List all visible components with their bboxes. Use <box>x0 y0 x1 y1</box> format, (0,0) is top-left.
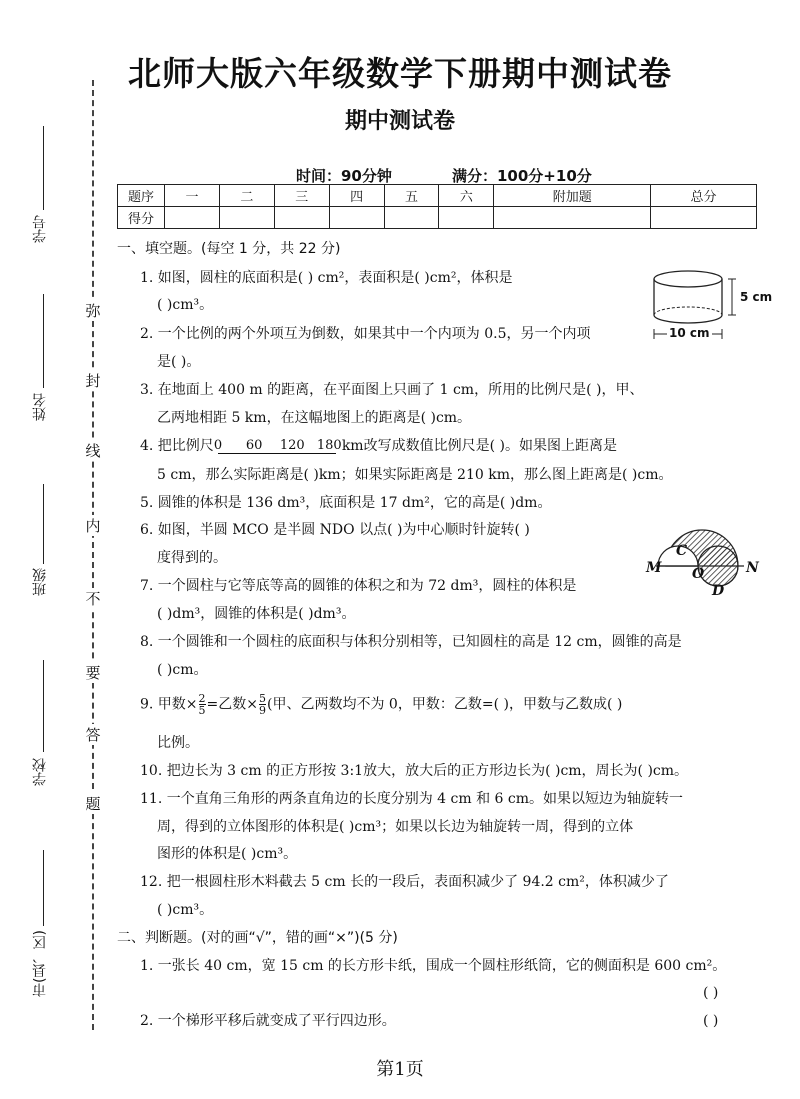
question-line: 7. 一个圆柱与它等底等高的圆锥的体积之和为 72 dm³，圆柱的体积是 <box>140 578 577 594</box>
field-student-id-line <box>43 126 44 210</box>
cylinder-width-label: 10 cm <box>669 326 710 340</box>
q9-part: (甲、乙两数均不为 0，甲数：乙数=( )，甲数与乙数成( ) <box>267 696 623 713</box>
score-header-cell: 题序 <box>118 185 165 207</box>
exam-score: 满分：100分+10分 <box>452 167 592 185</box>
score-cell[interactable] <box>651 207 757 229</box>
question-line: 比例。 <box>157 735 199 751</box>
scale-tick-label: 180 <box>316 438 342 453</box>
seal-char: 线 <box>85 442 101 460</box>
score-row-label: 得分 <box>118 207 165 229</box>
question-line: 度得到的。 <box>157 550 227 566</box>
question-line: 乙两地相距 5 km，在这幅地图上的距离是( )cm。 <box>157 410 472 426</box>
question-line: 12. 把一根圆柱形木料截去 5 cm 长的一段后，表面积减少了 94.2 cm²，体积减少了 <box>140 874 669 890</box>
field-school-label: 学校 <box>32 758 48 786</box>
question-line: 1. 如图，圆柱的底面积是( ) cm²，表面积是( )cm²，体积是 <box>140 270 513 286</box>
scale-bar <box>218 453 336 454</box>
question-line: ( )cm。 <box>157 662 208 678</box>
field-student-id-label: 学号 <box>32 215 48 243</box>
field-district-label: 市(县、区) <box>32 930 48 997</box>
question-line: ( )cm³。 <box>157 902 214 918</box>
binding-dashed-line <box>92 80 94 1030</box>
seal-char: 题 <box>85 795 101 813</box>
q4-prefix: 4. 把比例尺 <box>140 438 214 454</box>
scale-tick-label: 60 <box>245 438 263 453</box>
fraction-denominator: 9 <box>259 704 267 717</box>
seal-char: 答 <box>85 726 101 744</box>
q4-suffix: km改写成数值比例尺是( )。如果图上距离是 <box>341 438 617 454</box>
point-label: D <box>712 583 725 599</box>
question-line <box>140 436 617 456</box>
score-cell[interactable] <box>274 207 329 229</box>
seal-char: 要 <box>85 664 101 682</box>
exam-time: 时间：90分钟 <box>296 167 392 185</box>
scale-tick-label: 0 <box>213 438 223 453</box>
seal-char: 内 <box>85 517 101 535</box>
field-name-label: 姓名 <box>32 393 48 421</box>
q9-part: 9. 甲数× <box>140 696 198 713</box>
page-title: 北师大版六年级数学下册期中测试卷 <box>128 54 672 93</box>
question-line: 3. 在地面上 400 m 的距离，在平面图上只画了 1 cm，所用的比例尺是( )，甲、 <box>140 382 644 398</box>
fraction <box>199 693 206 716</box>
point-label: M <box>646 560 662 576</box>
score-table <box>117 184 757 229</box>
question-line: ( )dm³，圆锥的体积是( )dm³。 <box>157 606 356 622</box>
semicircle-rotation-figure <box>640 510 765 600</box>
fraction-numerator: 2 <box>198 692 206 705</box>
score-header-cell: 二 <box>219 185 274 207</box>
cylinder-height-label: 5 cm <box>740 290 773 304</box>
fraction-denominator: 5 <box>198 704 206 717</box>
score-header-cell: 一 <box>165 185 220 207</box>
point-label: C <box>676 543 688 559</box>
answer-paren[interactable]: ( ) <box>703 1013 719 1029</box>
score-cell[interactable] <box>384 207 439 229</box>
question-line: 1. 一张长 40 cm，宽 15 cm 的长方形卡纸，围成一个圆柱形纸筒，它的侧面积是 600 cm²。 <box>140 958 727 974</box>
field-name-line <box>43 294 44 388</box>
page-number: 第1页 <box>376 1059 424 1080</box>
page-subtitle: 期中测试卷 <box>344 109 455 134</box>
scale-tick-label: 120 <box>279 438 305 453</box>
score-table-row <box>118 207 757 229</box>
q9-part: =乙数× <box>206 696 259 713</box>
question-line: 5. 圆锥的体积是 136 dm³，底面积是 17 dm²，它的高是( )dm。 <box>140 495 552 511</box>
score-cell[interactable] <box>439 207 494 229</box>
answer-paren[interactable]: ( ) <box>703 985 719 1001</box>
seal-char: 封 <box>85 372 101 390</box>
question-line: 2. 一个比例的两个外项互为倒数，如果其中一个内项为 0.5，另一个内项 <box>140 326 591 342</box>
question-line: 周，得到的立体图形的体积是( )cm³；如果以长边为轴旋转一周，得到的立体 <box>157 819 634 835</box>
field-class-label: 班级 <box>32 568 48 596</box>
question-line: 6. 如图，半圆 MCO 是半圆 NDO 以点( )为中心顺时针旋转( ) <box>140 522 530 538</box>
score-cell[interactable] <box>329 207 384 229</box>
score-cell[interactable] <box>494 207 651 229</box>
question-line: 11. 一个直角三角形的两条直角边的长度分别为 4 cm 和 6 cm。如果以短边为轴旋转一 <box>140 791 684 807</box>
score-header-cell: 四 <box>329 185 384 207</box>
line-scale <box>214 436 342 456</box>
section-heading: 一、填空题。(每空 1 分，共 22 分) <box>117 241 341 257</box>
field-district-line <box>43 850 44 926</box>
section-heading: 二、判断题。(对的画“√”，错的画“×”)(5 分) <box>117 930 398 946</box>
question-line: 是( )。 <box>157 354 201 370</box>
field-class-line <box>43 484 44 564</box>
point-label: N <box>746 560 759 576</box>
question-line: 10. 把边长为 3 cm 的正方形按 3:1放大，放大后的正方形边长为( )cm，周长为( )cm。 <box>140 763 689 779</box>
question-line: ( )cm³。 <box>157 297 214 313</box>
fraction <box>259 693 266 716</box>
fraction-numerator: 5 <box>259 692 267 705</box>
question-line: 5 cm，那么实际距离是( )km；如果实际距离是 210 km，那么图上距离是( )cm。 <box>157 467 673 483</box>
score-header-cell: 六 <box>439 185 494 207</box>
score-cell[interactable] <box>165 207 220 229</box>
question-line <box>140 693 622 716</box>
question-line: 8. 一个圆锥和一个圆柱的底面积与体积分别相等，已知圆柱的高是 12 cm，圆锥的高是 <box>140 634 682 650</box>
score-cell[interactable] <box>219 207 274 229</box>
seal-char: 弥 <box>85 302 101 320</box>
point-label: O <box>692 566 705 582</box>
score-header-cell: 总分 <box>651 185 757 207</box>
score-header-cell: 附加题 <box>494 185 651 207</box>
question-line: 图形的体积是( )cm³。 <box>157 846 298 862</box>
question-line: 2. 一个梯形平移后就变成了平行四边形。 <box>140 1013 396 1029</box>
score-table-header-row <box>118 185 757 207</box>
score-header-cell: 五 <box>384 185 439 207</box>
score-header-cell: 三 <box>274 185 329 207</box>
seal-char: 不 <box>85 590 101 608</box>
field-school-line <box>43 660 44 752</box>
